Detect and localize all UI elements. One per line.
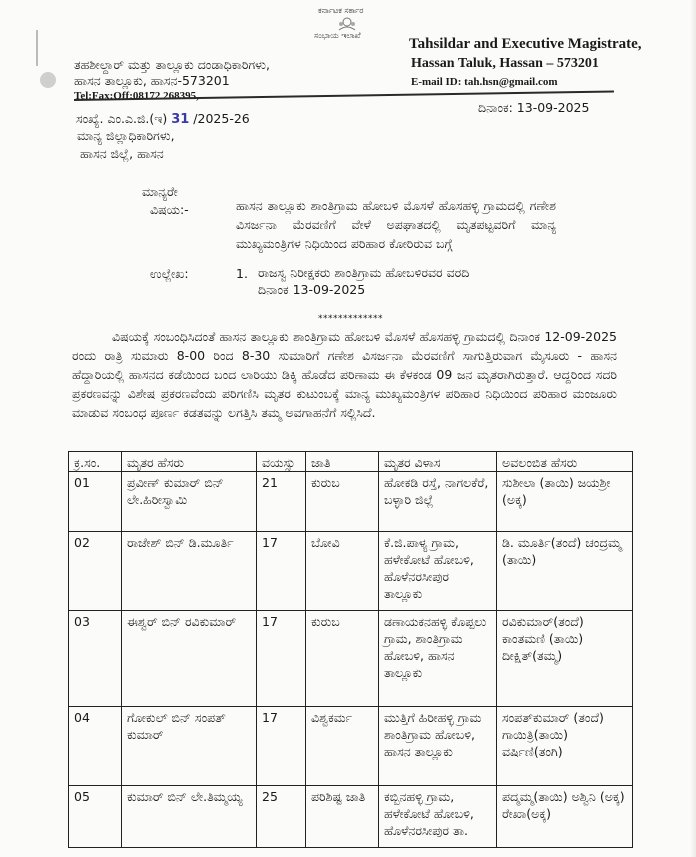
cell-age: 21	[257, 472, 306, 532]
dependents-text: ಪದ್ಮಮ್ಮ(ತಾಯಿ) ಅಶ್ವಿನಿ (ಅಕ್ಕ) ರೇಖಾ(ಅಕ್ಕ)	[502, 789, 625, 821]
address-text: ಡಣಾಯಕನಹಳ್ಳಿ ಕೊಪ್ಪಲು ಗ್ರಾಮ, ಶಾಂತಿಗ್ರಾಮ ಹೋಬಳಿ, ಹಾಸನ ತಾಲ್ಲೂಕು	[384, 614, 487, 680]
cell-dependents	[497, 532, 633, 611]
section-separator: *************	[318, 314, 383, 324]
cell-serial: 03	[69, 611, 122, 707]
reference-line-1: ರಾಜಸ್ವ ನಿರೀಕ್ಷಕರು ಶಾಂತಿಗ್ರಾಮ ಹೋಬಳಿರವರ ವರದಿ	[258, 265, 470, 280]
addressee-line-2: ಹಾಸನ ಜಿಲ್ಲೆ, ಹಾಸನ	[80, 146, 164, 161]
page-edge	[690, 0, 696, 857]
table-row	[69, 786, 633, 848]
cell-name	[122, 611, 257, 707]
ref-prefix: ಸಂಖ್ಯೆ. ಎಂ.ಎ.ಜಿ.(ಇ)	[76, 111, 168, 126]
office-name-kannada: ತಹಶೀಲ್ದಾರ್ ಮತ್ತು ತಾಲ್ಲೂಕು ದಂಡಾಧಿಕಾರಿಗಳು,	[74, 57, 270, 72]
cell-age: 17	[257, 611, 306, 707]
cell-address	[379, 472, 497, 532]
cell-address	[379, 786, 497, 848]
cell-dependents	[497, 611, 633, 707]
cell-serial: 02	[69, 532, 122, 611]
col-header-address: ಮೃತರ ವಿಳಾಸ	[379, 452, 497, 472]
cell-dependents	[497, 472, 633, 532]
name-text: ರಾಜೇಶ್ ಬಿನ್ ಡಿ.ಮೂರ್ತಿ	[127, 535, 234, 550]
office-address-english: Hassan Taluk, Hassan – 573201	[411, 56, 599, 71]
margin-mark	[36, 30, 38, 66]
reference-index: 1.	[236, 266, 248, 281]
letter-date: ದಿನಾಂಕ: 13-09-2025	[478, 100, 590, 115]
col-header-age: ವಯಸ್ಸು	[257, 452, 306, 472]
name-text: ಗೋಕುಲ್ ಬಿನ್ ಸಂಪತ್ ಕುಮಾರ್	[127, 710, 226, 742]
body-paragraph: ವಿಷಯಕ್ಕೆ ಸಂಬಂಧಿಸಿದಂತೆ ಹಾಸನ ತಾಲ್ಲೂಕು ಶಾಂತಿಗ್ರಾಮ ಹೋಬಳಿ ಮೊಸಳೆ ಹೊಸಹಳ್ಳಿ ಗ್ರಾಮದಲ್ಲಿ ದಿನಾಂಕ 12-09-2025 ರಂದು ರಾತ್ರಿ ಸುಮಾರು 8-00 ರಿಂದ 8-30 ಸುಮಾರಿಗೆ ಗಣೇಶ ವಿಸರ್ಜನಾ ಮೆರವಣಿಗೆ ಸಾಗುತ್ತಿರುವಾಗ ಮೈಸೂರು - ಹಾಸನ ಹೆದ್ದಾರಿಯಲ್ಲಿ ಹಾಸನದ ಕಡೆಯಿಂದ ಬಂದ ಲಾರಿಯು ಡಿಕ್ಕಿ ಹೊಡೆದ ಪರಿಣಾಮ ಈ ಕೆಳಕಂಡ 09 ಜನ ಮೃತರಾಗಿರುತ್ತಾರೆ. ಆದ್ದರಿಂದ ಸದರಿ ಪ್ರಕರಣವನ್ನು ವಿಶೇಷ ಪ್ರಕರಣವೆಂದು ಪರಿಗಣಿಸಿ ಮೃತರ ಕುಟುಂಬಕ್ಕೆ ಮಾನ್ಯ ಮುಖ್ಯಮಂತ್ರಿಗಳ ಪರಿಹಾರ ನಿಧಿಯಿಂದ ಪರಿಹಾರ ಮಂಜೂರು ಮಾಡುವ ಸಂಬಂಧ ಪೂರ್ಣ ಕಡತವನ್ನು ಲಗತ್ತಿಸಿ ತಮ್ಮ ಅವಗಾಹನೆಗೆ ಸಲ್ಲಿಸಿದೆ.	[72, 329, 617, 420]
cell-age: 17	[257, 707, 306, 786]
cell-dependents	[497, 707, 633, 786]
punch-hole	[40, 72, 56, 88]
cell-name	[122, 707, 257, 786]
reference-line-2: ದಿನಾಂಕ 13-09-2025	[258, 282, 366, 297]
subject-text: ಹಾಸನ ತಾಲ್ಲೂಕು ಶಾಂತಿಗ್ರಾಮ ಹೋಬಳಿ ಮೊಸಳೆ ಹೊಸಹಳ್ಳಿ ಗ್ರಾಮದಲ್ಲಿ ಗಣೇಶ ವಿಸರ್ಜನಾ ಮೆರವಣಿಗೆ ವೇಳೆ ಅಪಘಾತದಲ್ಲಿ ಮೃತಪಟ್ಟವರಿಗೆ ಮಾನ್ಯ ಮುಖ್ಯಮಂತ್ರಿಗಳ ನಿಧಿಯಿಂದ ಪರಿಹಾರ ಕೋರಿರುವ ಬಗ್ಗೆ	[236, 198, 556, 251]
address-text: ಕಬ್ಬಿನಹಳ್ಳಿ ಗ್ರಾಮ, ಹಳೇಕೋಟೆ ಹೋಬಳಿ, ಹೊಳೆನರಸೀಪುರ ತಾ.	[384, 789, 474, 838]
dependents-text: ಡಿ. ಮೂರ್ತಿ(ತಂದೆ) ಚಂದ್ರಮ್ಮ (ತಾಯಿ)	[502, 535, 622, 567]
cell-dependents	[497, 786, 633, 848]
email-id: E-mail ID: tah.hsn@gmail.com	[411, 76, 558, 88]
cell-name	[122, 786, 257, 848]
cell-caste: ಬೋವಿ	[306, 532, 379, 611]
dependents-text: ಸಂಪತ್‌ಕುಮಾರ್ (ತಂದೆ) ಗಾಯಿತ್ರಿ(ತಾಯಿ) ವರ್ಷಿಣಿ(ತಂಗಿ)	[502, 710, 604, 759]
emblem-motto: ಸಂಭಾಯ ಇಲಾಖೆ	[314, 31, 361, 40]
table-row	[69, 707, 633, 786]
col-header-caste: ಜಾತಿ	[306, 452, 379, 472]
cell-address	[379, 611, 497, 707]
table-row	[69, 472, 633, 532]
cell-name	[122, 532, 257, 611]
cell-address	[379, 532, 497, 611]
cell-address	[379, 707, 497, 786]
cell-caste: ಪರಿಶಿಷ್ಟ ಜಾತಿ	[306, 786, 379, 848]
address-text: ಕೆ.ಜಿ.ಪಾಳ್ಯ ಗ್ರಾಮ, ಹಳೇಕೋಟೆ ಹೋಬಳಿ, ಹೊಳೆನರಸೀಪುರ ತಾಲ್ಲೂಕು	[384, 535, 474, 601]
ref-number-handwritten: 31	[171, 112, 190, 127]
reference-label: ಉಲ್ಲೇಖ:	[150, 266, 189, 281]
col-header-dependents: ಅವಲಂಬಿತ ಹೆಸರು	[497, 452, 633, 472]
office-name-english: Tahsildar and Executive Magistrate,	[409, 36, 642, 52]
cell-serial: 01	[69, 472, 122, 532]
ref-suffix: /2025-26	[193, 111, 250, 126]
subject-label: ವಿಷಯ:-	[150, 202, 189, 217]
cell-caste: ಕುರುಬ	[306, 611, 379, 707]
table-row	[69, 611, 633, 707]
table-header-row	[69, 452, 633, 472]
address-text: ಹೋಕಡಿ ರಸ್ತೆ, ನಾಗಲಕೆರೆ, ಬಳ್ಳಾರಿ ಜಿಲ್ಲೆ	[384, 475, 489, 507]
address-text: ಮುತ್ತಿಗೆ ಹಿರೀಹಳ್ಳಿ ಗ್ರಾಮ ಶಾಂತಿಗ್ರಾಮ ಹೋಬಳಿ, ಹಾಸನ ತಾಲ್ಲೂಕು	[384, 710, 482, 759]
govt-name: ಕರ್ನಾಟಕ ಸರ್ಕಾರ	[318, 6, 364, 15]
deceased-table	[68, 451, 633, 848]
table-row	[69, 532, 633, 611]
cell-caste: ಕುರುಬ	[306, 472, 379, 532]
cell-age: 25	[257, 786, 306, 848]
dependents-text: ಸುಶೀಲಾ (ತಾಯಿ) ಜಯಶ್ರೀ (ಅಕ್ಕ)	[502, 475, 611, 507]
cell-age: 17	[257, 532, 306, 611]
salutation: ಮಾನ್ಯರೇ	[142, 184, 178, 199]
cell-caste: ವಿಶ್ವಕರ್ಮ	[306, 707, 379, 786]
dependents-text: ರವಿಕುಮಾರ್(ತಂದೆ) ಕಾಂತಮಣಿ (ತಾಯಿ) ದೀಕ್ಷಿತ್(ತಮ್ಮ)	[502, 614, 584, 663]
karnataka-emblem-icon	[336, 16, 358, 32]
cell-serial: 04	[69, 707, 122, 786]
cell-name	[122, 472, 257, 532]
col-header-serial: ಕ್ರ.ಸಂ.	[69, 452, 122, 472]
cell-serial: 05	[69, 786, 122, 848]
addressee-line-1: ಮಾನ್ಯ ಜಿಲ್ಲಾಧಿಕಾರಿಗಳು,	[77, 128, 175, 143]
name-text: ಪ್ರವೀಣ್ ಕುಮಾರ್ ಬಿನ್ ಲೇ.ಹಿರೀಸ್ವಾಮಿ	[127, 475, 224, 507]
reference-number	[76, 110, 250, 128]
tel-fax: Tel:Fax:Off:08172 268395,	[74, 90, 199, 102]
office-address-kannada: ಹಾಸನ ತಾಲ್ಲೂಕು, ಹಾಸನ-573201	[74, 73, 230, 88]
name-text: ಈಶ್ವರ್ ಬಿನ್ ರವಿಕುಮಾರ್	[127, 614, 237, 629]
name-text: ಕುಮಾರ್ ಬಿನ್ ಲೇ.ತಿಮ್ಮಯ್ಯ	[127, 789, 243, 804]
col-header-name: ಮೃತರ ಹೆಸರು	[122, 452, 257, 472]
